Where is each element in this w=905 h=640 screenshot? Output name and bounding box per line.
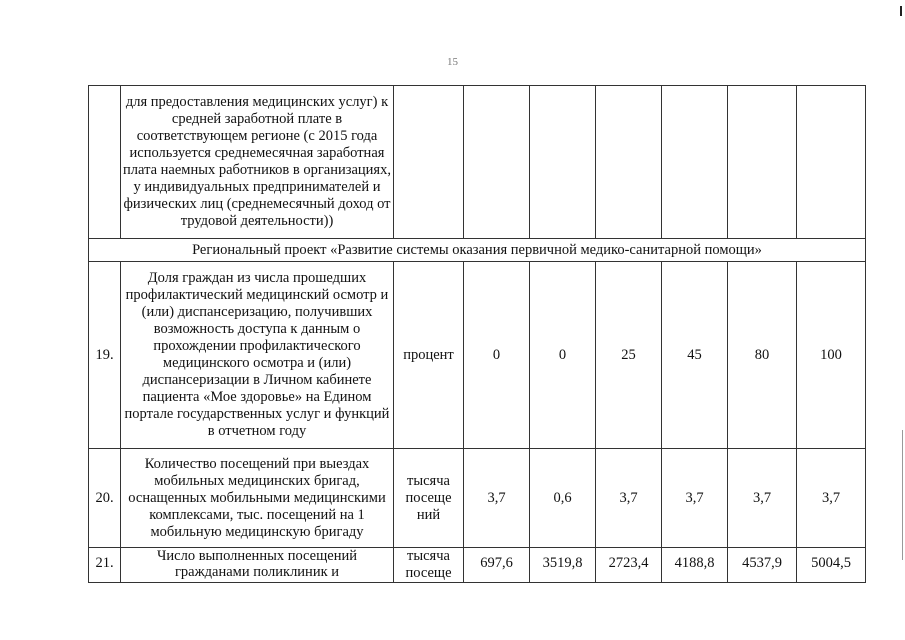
value-cell: 0,6: [530, 449, 596, 548]
indicator-description: Доля граждан из числа прошедших профилактический медицинский осмотр и (или) диспансеризацию, получивших возможность доступа к данным о прохождении профилактического медицинского осмотра и (или) диспансеризации в Личном кабинете пациента «Мое здоровье» на Едином портале государственных услуг и функций в отчетном году: [121, 262, 394, 449]
unit-text: тысяча посеще: [405, 548, 452, 581]
value-text: 5004,5: [811, 555, 851, 571]
value-cell: 3,7: [797, 449, 866, 548]
unit-cell: тысяча посеще ний: [394, 449, 464, 548]
value-cell: 3,7: [596, 449, 662, 548]
table-row: [89, 449, 866, 548]
indicator-description: Количество посещений при выездах мобильных медицинских бригад, оснащенных мобильными медицинскими комплексами, тыс. посещений на 1 мобильную медицинскую бригаду: [121, 449, 394, 548]
value-cell: [530, 86, 596, 239]
row-number: 20.: [89, 449, 121, 548]
value-cell: [662, 86, 728, 239]
value-cell: 0: [530, 262, 596, 449]
unit-cell: процент: [394, 262, 464, 449]
value-cell: [662, 548, 728, 583]
value-text: 3519,8: [542, 555, 583, 571]
value-cell: [464, 548, 530, 583]
value-cell: [797, 86, 866, 239]
indicator-description: Число выполненных посещений гражданами поликлиник и: [156, 548, 357, 580]
row-number: 19.: [89, 262, 121, 449]
value-cell: 80: [728, 262, 797, 449]
value-cell: 3,7: [728, 449, 797, 548]
table-row-continued: [89, 86, 866, 239]
indicator-description: для предоставления медицинских услуг) к средней заработной плате в соответствующем регионе (с 2015 года используется среднемесячная заработная плата наемных работников в организациях, у индивидуальных предпринимателей и физических лиц (среднемесячный доход от трудовой деятельности)): [121, 86, 394, 239]
row-number-cell: [89, 86, 121, 239]
section-header: Региональный проект «Развитие системы оказания первичной медико-санитарной помощи»: [89, 239, 866, 262]
value-cell: [797, 548, 866, 583]
table-row: [89, 548, 866, 583]
value-cell: 3,7: [464, 449, 530, 548]
value-text: 697,6: [480, 555, 513, 571]
value-cell: [728, 86, 797, 239]
value-cell: 0: [464, 262, 530, 449]
value-cell: [530, 548, 596, 583]
table-row: [89, 262, 866, 449]
value-cell: [464, 86, 530, 239]
value-cell: [728, 548, 797, 583]
value-cell: 45: [662, 262, 728, 449]
row-number-text: 21.: [95, 555, 114, 571]
value-text: 2723,4: [608, 555, 649, 571]
indicators-table: [88, 85, 866, 583]
section-header-row: [89, 239, 866, 262]
unit-cell: [394, 548, 464, 583]
unit-cell: [394, 86, 464, 239]
indicator-description-cell: [121, 548, 394, 583]
value-text: 4188,8: [674, 555, 715, 571]
value-cell: 3,7: [662, 449, 728, 548]
scan-artifact-line: [902, 430, 903, 560]
page-number: 15: [447, 56, 458, 68]
scan-artifact-mark: [900, 6, 902, 16]
row-number: [89, 548, 121, 583]
value-cell: 25: [596, 262, 662, 449]
value-cell: [596, 86, 662, 239]
value-cell: [596, 548, 662, 583]
value-text: 4537,9: [742, 555, 782, 571]
value-cell: 100: [797, 262, 866, 449]
